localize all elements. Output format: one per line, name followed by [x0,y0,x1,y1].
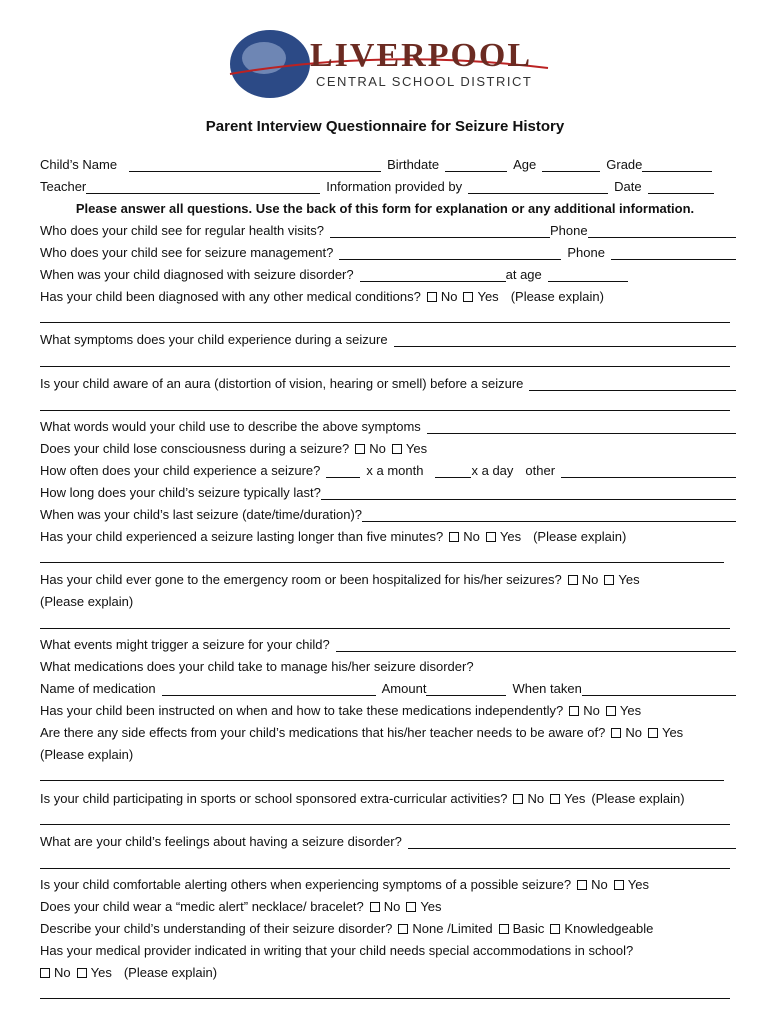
q-medications: What medications does your child take to manage his/her seizure disorder? [40,659,474,674]
label-no: No [54,965,71,980]
answer-line[interactable] [40,780,724,781]
field-age[interactable] [542,157,600,172]
checkbox-basic[interactable] [499,924,509,934]
row-side-effects-explain [40,742,736,762]
label-no: No [527,791,545,806]
q-accommodations: Has your medical provider indicated in writing that your child needs special accommodations in school? [40,943,634,958]
label-other: other [525,463,556,478]
checkbox-no[interactable] [355,444,365,454]
field-amount[interactable] [426,681,506,696]
answer-line[interactable] [40,628,730,629]
field-seizure-management[interactable] [339,245,561,260]
label-yes: Yes [661,725,684,740]
row-how-long [40,480,736,500]
label-x-month: x a month [366,463,424,478]
checkbox-yes[interactable] [606,706,616,716]
district-logo [222,28,550,100]
label-please-explain: (Please explain) [40,747,134,762]
field-regular-health[interactable] [330,223,550,238]
row-sports [40,786,736,806]
row-feelings [40,829,736,849]
field-how-long[interactable] [321,485,736,500]
q-emergency-room: Has your child ever gone to the emergency room or been hospitalized for his/her seizures? [40,572,562,587]
field-info-provided-by[interactable] [468,179,608,194]
q-alerting: Is your child comfortable alerting others when experiencing symptoms of a possible seizure? [40,877,572,892]
page-title: Parent Interview Questionnaire for Seizure History [205,118,565,135]
answer-line[interactable] [40,998,730,999]
label-yes: Yes [619,703,642,718]
q-consciousness: Does your child lose consciousness during a seizure? [40,441,350,456]
checkbox-no[interactable] [577,880,587,890]
label-info-provided-by: Information provided by [326,179,463,194]
label-please-explain: (Please explain) [591,791,685,806]
row-medication-detail [40,676,736,696]
field-aura[interactable] [529,376,736,391]
row-accommodations [40,938,736,958]
label-phone: Phone [549,223,588,238]
field-symptoms[interactable] [394,332,736,347]
label-name-of-medication: Name of medication [40,681,156,696]
checkbox-no[interactable] [568,575,578,585]
field-per-month[interactable] [326,463,360,478]
label-yes: Yes [627,877,649,892]
checkbox-no[interactable] [569,706,579,716]
row-diagnosed [40,262,736,282]
label-no: No [440,289,458,304]
label-amount: Amount [381,681,427,696]
q-sports: Is your child participating in sports or school sponsored extra-curricular activities? [40,791,508,806]
checkbox-knowledgeable[interactable] [550,924,560,934]
field-triggers[interactable] [336,637,736,652]
label-no: No [383,899,401,914]
checkbox-yes[interactable] [604,575,614,585]
q-other-conditions: Has your child been diagnosed with any other medical conditions? [40,289,421,304]
answer-line[interactable] [40,366,730,367]
row-triggers [40,632,736,652]
q-diagnosed: When was your child diagnosed with seizure disorder? [40,267,354,282]
checkbox-no[interactable] [449,532,459,542]
field-phone-2[interactable] [611,245,736,260]
field-medication-name[interactable] [162,681,376,696]
answer-line[interactable] [40,322,730,323]
row-five-minutes [40,524,736,544]
q-how-long: How long does your child’s seizure typically last? [40,485,321,500]
field-diagnosed-date[interactable] [360,267,506,282]
row-regular-health [40,218,736,238]
checkbox-yes[interactable] [406,902,416,912]
label-none-limited: None /Limited [412,921,493,936]
label-yes: Yes [420,899,442,914]
row-alerting [40,872,736,892]
q-words: What words would your child use to describe the above symptoms [40,419,421,434]
field-when-taken[interactable] [582,681,736,696]
checkbox-no[interactable] [40,968,50,978]
field-at-age[interactable] [548,267,628,282]
q-triggers: What events might trigger a seizure for your child? [40,637,330,652]
row-understanding [40,916,736,936]
row-emergency-room [40,567,736,587]
logo-wordmark: LIVERPOOL [310,37,533,74]
checkbox-no[interactable] [427,292,437,302]
q-side-effects: Are there any side effects from your child’s medications that his/her teacher needs to be aware of? [40,725,606,740]
label-no: No [625,725,642,740]
checkbox-none-limited[interactable] [398,924,408,934]
answer-line[interactable] [40,410,730,411]
field-last-seizure[interactable] [362,507,736,522]
checkbox-yes[interactable] [392,444,402,454]
answer-line[interactable] [40,868,730,869]
checkbox-yes[interactable] [648,728,658,738]
row-instructed [40,698,736,718]
checkbox-yes[interactable] [614,880,624,890]
row-accommodations-answer [40,960,736,980]
q-seizure-management: Who does your child see for seizure management? [40,245,334,260]
row-last-seizure [40,502,736,522]
field-grade[interactable] [642,157,712,172]
q-understanding: Describe your child’s understanding of their seizure disorder? [40,921,393,936]
row-child-info [40,152,736,172]
q-aura: Is your child aware of an aura (distortion of vision, hearing or smell) before a seizure [40,376,524,391]
label-knowledgeable: Knowledgeable [564,921,654,936]
row-seizure-management [40,240,736,260]
field-phone-1[interactable] [588,223,736,238]
row-how-often [40,458,736,478]
label-yes: Yes [564,791,586,806]
label-please-explain: (Please explain) [510,289,604,304]
checkbox-yes[interactable] [486,532,496,542]
field-date[interactable] [648,179,714,194]
field-per-day[interactable] [435,463,471,478]
field-other-frequency[interactable] [561,463,736,478]
label-yes: Yes [405,441,428,456]
row-side-effects [40,720,740,740]
field-birthdate[interactable] [445,157,507,172]
field-feelings[interactable] [408,834,736,849]
q-symptoms: What symptoms does your child experience during a seizure [40,332,388,347]
row-symptoms [40,327,736,347]
label-birthdate: Birthdate [387,157,440,172]
checkbox-no[interactable] [611,728,621,738]
field-childs-name[interactable] [129,157,381,172]
row-medications [40,654,736,674]
label-no: No [581,572,599,587]
label-please-explain: (Please explain) [40,594,134,609]
row-medic-alert [40,894,736,914]
row-consciousness [40,436,736,456]
q-regular-health: Who does your child see for regular health visits? [40,223,324,238]
label-yes: Yes [499,529,522,544]
row-er-explain [40,589,736,609]
label-no: No [591,877,608,892]
row-words [40,414,736,434]
label-no: No [583,703,600,718]
row-aura [40,371,736,391]
q-five-minutes: Has your child experienced a seizure lasting longer than five minutes? [40,529,444,544]
q-instructed: Has your child been instructed on when and how to take these medications independently? [40,703,564,718]
label-teacher: Teacher [40,179,87,194]
label-yes: Yes [90,965,112,980]
label-at-age: at age [505,267,542,282]
answer-line[interactable] [40,562,724,563]
label-no: No [369,441,386,456]
logo-subtitle: CENTRAL SCHOOL DISTRICT [316,74,533,89]
instructions: Please answer all questions. Use the back of this form for explanation or any additional information. [75,201,695,216]
label-x-day: x a day [471,463,514,478]
answer-line[interactable] [40,824,730,825]
label-grade: Grade [606,157,643,172]
label-yes: Yes [477,289,499,304]
label-yes: Yes [618,572,640,587]
q-feelings: What are your child’s feelings about having a seizure disorder? [40,834,402,849]
q-medic-alert: Does your child wear a “medic alert” necklace/ bracelet? [40,899,364,914]
q-how-often: How often does your child experience a seizure? [40,463,321,478]
label-age: Age [513,157,537,172]
checkbox-yes[interactable] [463,292,473,302]
label-date: Date [614,179,642,194]
field-teacher[interactable] [86,179,320,194]
label-please-explain: (Please explain) [123,965,218,980]
label-phone: Phone [567,245,605,260]
field-words[interactable] [427,419,736,434]
checkbox-yes[interactable] [550,794,560,804]
label-no: No [463,529,480,544]
label-childs-name: Child’s Name [40,157,118,172]
row-other-conditions [40,284,736,304]
checkbox-no[interactable] [513,794,523,804]
q-last-seizure: When was your child’s last seizure (date/time/duration)? [40,507,363,522]
row-teacher [40,174,736,194]
label-when-taken: When taken [512,681,582,696]
checkbox-yes[interactable] [77,968,87,978]
checkbox-no[interactable] [370,902,380,912]
label-basic: Basic [512,921,545,936]
label-please-explain: (Please explain) [533,529,627,544]
